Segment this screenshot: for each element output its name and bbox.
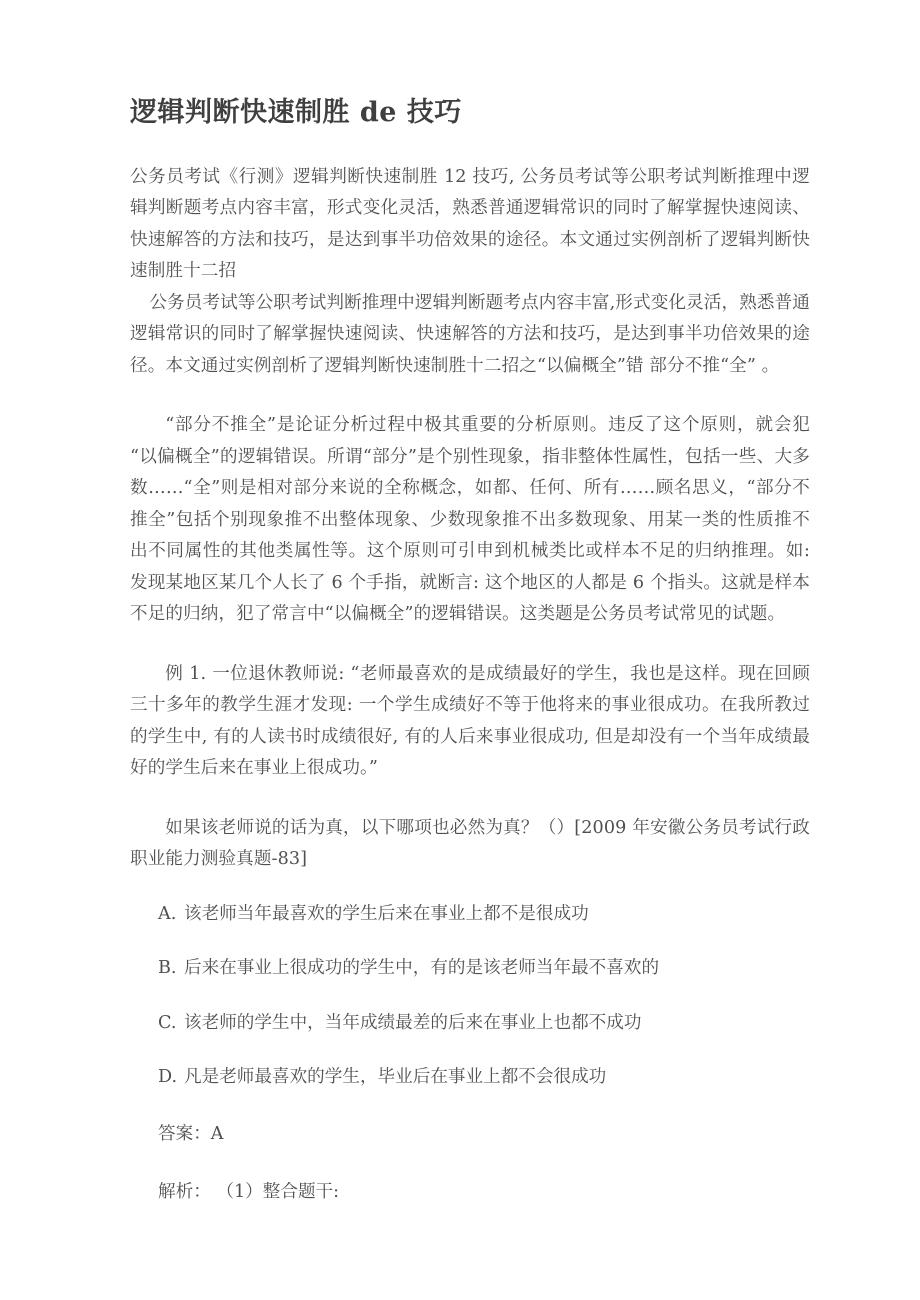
option-c-letter: C. [158, 1012, 177, 1033]
option-b-text: 后来在事业上很成功的学生中，有的是该老师当年最不喜欢的 [184, 958, 660, 979]
intro-paragraph: 公务员考试等公职考试判断推理中逻辑判断题考点内容丰富,形式变化灵活，熟悉普通逻辑常识的同时了解掌握快速阅读、快速解答的方法和技巧，是达到事半功倍效果的途径。本文通过实例剖析了逻辑判断快速制胜十二招之“以偏概全”错 部分不推“全” 。 [130, 292, 810, 376]
answer-line: 答案：A [158, 1123, 224, 1144]
example-paragraph: 例 1. 一位退休教师说: “老师最喜欢的是成绩最好的学生，我也是这样。现在回顾三十多年的教学生涯才发现: 一个学生成绩好不等于他将来的事业很成功。在我所教过的学生中, 有的人读书时成绩很好, 有的人后来事业很成功, 但是却没有一个当年成绩最好的学生后来在事业上很成功。” [130, 663, 810, 779]
option-c [130, 1008, 810, 1040]
lead-paragraph: 公务员考试《行测》逻辑判断快速制胜 12 技巧, 公务员考试等公职考试判断推理中逻辑判断题考点内容丰富，形式变化灵活，熟悉普通逻辑常识的同时了解掌握快速阅读、快速解答的方法和技巧，是达到事半功倍效果的途径。本文通过实例剖析了逻辑判断快速制胜十二招 [130, 166, 810, 282]
option-d-letter: D. [158, 1067, 178, 1088]
option-b [130, 953, 810, 985]
option-d [130, 1062, 810, 1094]
principle-paragraph: “部分不推全”是论证分析过程中极其重要的分析原则。违反了这个原则，就会犯“以偏概全”的逻辑错误。所谓“部分”是个别性现象，指非整体性属性，包括一些、大多数……“全”则是相对部分来说的全称概念，如都、任何、所有……顾名思义，“部分不推全”包括个别现象推不出整体现象、少数现象推不出多数现象、用某一类的性质推不出不同属性的其他类属性等。这个原则可引申到机械类比或样本不足的归纳推理。如: 发现某地区某几个人长了 6 个手指，就断言: 这个地区的人都是 6 个指头。这就是样本不足的归纳，犯了常言中“以偏概全”的逻辑错误。这类题是公务员考试常见的试题。 [130, 415, 810, 625]
analysis-line: 解析： （1）整合题干: [158, 1182, 340, 1203]
option-c-text: 该老师的学生中，当年成绩最差的后来在事业上也都不成功 [184, 1012, 642, 1033]
page-title: 逻辑判断快速制胜 de 技巧 [130, 97, 462, 128]
option-a [130, 899, 810, 931]
option-a-text: 该老师当年最喜欢的学生后来在事业上都不是很成功 [184, 903, 589, 924]
question-paragraph: 如果该老师说的话为真，以下哪项也必然为真？（）[2009 年安徽公务员考试行政职业能力测验真题-83] [130, 817, 810, 870]
option-a-letter: A. [158, 903, 177, 924]
option-b-letter: B. [158, 958, 177, 979]
option-d-text: 凡是老师最喜欢的学生，毕业后在事业上都不会很成功 [184, 1067, 607, 1088]
